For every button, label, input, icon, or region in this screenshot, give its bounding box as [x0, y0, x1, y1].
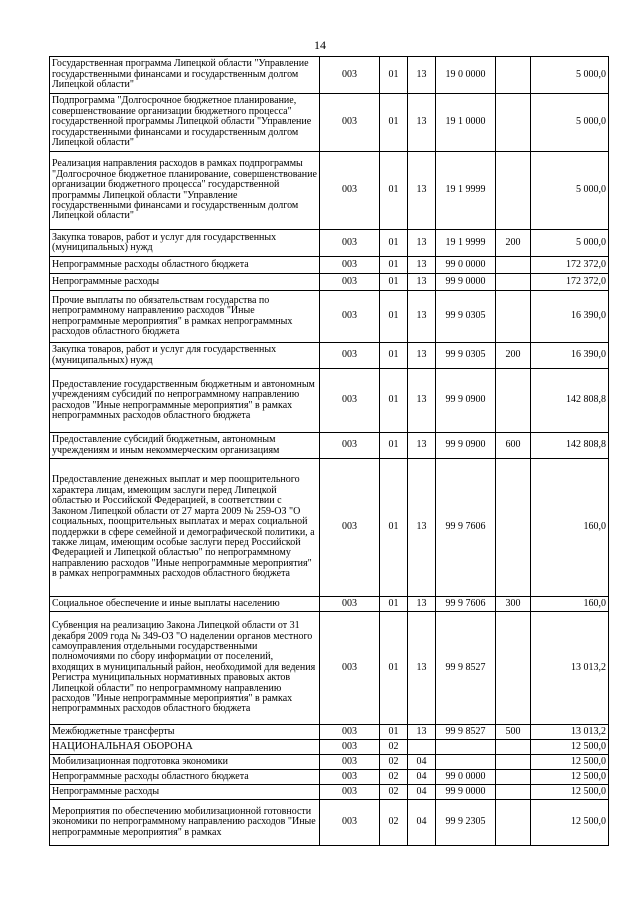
row-sum: 12 500,0 [531, 755, 609, 770]
row-target: 19 1 9999 [436, 152, 496, 230]
row-type [496, 291, 531, 343]
row-section: 01 [380, 612, 408, 725]
row-type [496, 612, 531, 725]
row-sum: 13 013,2 [531, 725, 609, 740]
row-name: Межбюджетные трансферты [50, 725, 320, 740]
row-subsection: 04 [408, 755, 436, 770]
row-sum: 5 000,0 [531, 152, 609, 230]
row-section: 01 [380, 459, 408, 597]
row-target: 99 9 0000 [436, 785, 496, 800]
row-subsection: 04 [408, 785, 436, 800]
row-name: Подпрограмма "Долгосрочное бюджетное планирование, совершенствование организации бюджетного процесса" государственной программы Липецкой области "Управление государственными финансами и государственным долгом Липецкой области" [50, 94, 320, 152]
row-sum: 12 500,0 [531, 800, 609, 846]
table-row [50, 291, 609, 343]
row-subsection: 13 [408, 343, 436, 369]
row-sum: 172 372,0 [531, 257, 609, 274]
row-name: Непрограммные расходы [50, 785, 320, 800]
row-subsection: 13 [408, 57, 436, 94]
row-sum: 142 808,8 [531, 433, 609, 459]
table-row [50, 740, 609, 755]
row-sum: 160,0 [531, 597, 609, 612]
row-ministry: 003 [320, 770, 380, 785]
row-sum: 5 000,0 [531, 230, 609, 257]
row-ministry: 003 [320, 274, 380, 291]
row-subsection: 13 [408, 459, 436, 597]
row-ministry: 003 [320, 459, 380, 597]
row-target: 99 9 0000 [436, 274, 496, 291]
row-section: 01 [380, 725, 408, 740]
table-row [50, 459, 609, 597]
row-target: 19 1 0000 [436, 94, 496, 152]
row-subsection: 13 [408, 257, 436, 274]
row-ministry: 003 [320, 343, 380, 369]
row-subsection: 04 [408, 770, 436, 785]
row-name: Социальное обеспечение и иные выплаты населению [50, 597, 320, 612]
row-ministry: 003 [320, 230, 380, 257]
table-row [50, 597, 609, 612]
table-row [50, 770, 609, 785]
row-type [496, 274, 531, 291]
row-name: Реализация направления расходов в рамках подпрограммы "Долгосрочное бюджетное планирование, совершенствование организации бюджетного процесса" государственной программы Липецкой области "Управление государственными финансами и государственным долгом Липецкой области" [50, 152, 320, 230]
row-type [496, 755, 531, 770]
row-ministry: 003 [320, 257, 380, 274]
row-target [436, 740, 496, 755]
row-type [496, 800, 531, 846]
row-section: 01 [380, 274, 408, 291]
row-name: Мобилизационная подготовка экономики [50, 755, 320, 770]
table-row [50, 343, 609, 369]
row-target: 99 0 0000 [436, 770, 496, 785]
row-subsection: 13 [408, 274, 436, 291]
row-sum: 12 500,0 [531, 785, 609, 800]
row-type: 600 [496, 433, 531, 459]
table-row [50, 57, 609, 94]
row-type: 200 [496, 230, 531, 257]
row-target: 99 9 8527 [436, 725, 496, 740]
row-section: 01 [380, 230, 408, 257]
row-section: 02 [380, 800, 408, 846]
row-section: 02 [380, 740, 408, 755]
row-name: Закупка товаров, работ и услуг для государственных (муниципальных) нужд [50, 230, 320, 257]
row-name: Прочие выплаты по обязательствам государства по непрограммному направлению расходов "Иные непрограммные мероприятия" в рамках непрограммных расходов областного бюджета [50, 291, 320, 343]
row-section: 01 [380, 94, 408, 152]
row-ministry: 003 [320, 740, 380, 755]
budget-table [49, 56, 609, 846]
table-row [50, 612, 609, 725]
table-row [50, 230, 609, 257]
table-row [50, 725, 609, 740]
row-target [436, 755, 496, 770]
row-name: Закупка товаров, работ и услуг для государственных (муниципальных) нужд [50, 343, 320, 369]
row-subsection: 13 [408, 725, 436, 740]
row-subsection: 13 [408, 152, 436, 230]
row-type [496, 257, 531, 274]
row-subsection: 13 [408, 433, 436, 459]
row-target: 99 0 0000 [436, 257, 496, 274]
row-sum: 16 390,0 [531, 291, 609, 343]
row-subsection: 13 [408, 230, 436, 257]
table-row [50, 800, 609, 846]
page-number: 14 [314, 38, 326, 52]
row-ministry: 003 [320, 369, 380, 433]
row-ministry: 003 [320, 291, 380, 343]
row-subsection: 04 [408, 800, 436, 846]
row-name: Государственная программа Липецкой области "Управление государственными финансами и государственным долгом Липецкой области" [50, 57, 320, 94]
row-sum: 5 000,0 [531, 94, 609, 152]
row-subsection: 13 [408, 612, 436, 725]
row-target: 99 9 7606 [436, 597, 496, 612]
row-sum: 172 372,0 [531, 274, 609, 291]
row-type [496, 57, 531, 94]
row-sum: 16 390,0 [531, 343, 609, 369]
row-type [496, 459, 531, 597]
row-section: 01 [380, 57, 408, 94]
row-ministry: 003 [320, 597, 380, 612]
row-subsection: 13 [408, 94, 436, 152]
row-type [496, 152, 531, 230]
row-type [496, 785, 531, 800]
row-section: 02 [380, 770, 408, 785]
row-name: Непрограммные расходы областного бюджета [50, 770, 320, 785]
row-target: 99 9 0305 [436, 343, 496, 369]
row-section: 01 [380, 152, 408, 230]
table-row [50, 785, 609, 800]
row-name: Субвенция на реализацию Закона Липецкой области от 31 декабря 2009 года № 349-ОЗ "О наделении органов местного самоуправления отдельными государственными полномочиями по сбору информации от поселений, входящих в муниципальный район, необходимой для ведения Регистра муниципальных нормативных правовых актов Липецкой области" по непрограммному направлению расходов "Иные непрограммные мероприятия" в рамках непрограммных расходов областного бюджета [50, 612, 320, 725]
row-type [496, 740, 531, 755]
row-sum: 12 500,0 [531, 770, 609, 785]
row-target: 99 9 0900 [436, 433, 496, 459]
row-name: Непрограммные расходы [50, 274, 320, 291]
table-row [50, 257, 609, 274]
table-row [50, 152, 609, 230]
table-row [50, 274, 609, 291]
row-ministry: 003 [320, 785, 380, 800]
row-section: 01 [380, 257, 408, 274]
row-ministry: 003 [320, 152, 380, 230]
row-type [496, 94, 531, 152]
row-type [496, 369, 531, 433]
row-target: 99 9 7606 [436, 459, 496, 597]
row-target: 99 9 8527 [436, 612, 496, 725]
row-type: 200 [496, 343, 531, 369]
row-type: 300 [496, 597, 531, 612]
row-target: 99 9 0900 [436, 369, 496, 433]
table-row [50, 94, 609, 152]
row-target: 19 1 9999 [436, 230, 496, 257]
row-section: 01 [380, 369, 408, 433]
row-target: 99 9 0305 [436, 291, 496, 343]
row-subsection: 13 [408, 369, 436, 433]
row-sum: 142 808,8 [531, 369, 609, 433]
table-row [50, 755, 609, 770]
row-type: 500 [496, 725, 531, 740]
row-section: 01 [380, 597, 408, 612]
row-ministry: 003 [320, 725, 380, 740]
row-subsection: 13 [408, 291, 436, 343]
row-name: Мероприятия по обеспечению мобилизационной готовности экономики по непрограммному направлению расходов "Иные непрограммные мероприятия" в рамках [50, 800, 320, 846]
row-name: Предоставление субсидий бюджетным, автономным учреждениям и иным некоммерческим организациям [50, 433, 320, 459]
row-section: 01 [380, 343, 408, 369]
row-subsection: 13 [408, 597, 436, 612]
row-section: 02 [380, 755, 408, 770]
row-name: НАЦИОНАЛЬНАЯ ОБОРОНА [50, 740, 320, 755]
row-sum: 12 500,0 [531, 740, 609, 755]
row-target: 99 9 2305 [436, 800, 496, 846]
row-sum: 5 000,0 [531, 57, 609, 94]
row-name: Предоставление денежных выплат и мер поощрительного характера лицам, имеющим заслуги перед Липецкой областью и Российской Федерацией, в соответствии с Законом Липецкой области от 27 марта 2009 № 259-ОЗ "О социальных, поощрительных выплатах и мерах социальной поддержки в сфере семейной и демографической политики, а также лицам, имеющим особые заслуги перед Российской Федерацией и Липецкой областью" по непрограммному направлению расходов "Иные непрограммные мероприятия" в рамках непрограммных расходов областного бюджета [50, 459, 320, 597]
row-ministry: 003 [320, 612, 380, 725]
row-ministry: 003 [320, 755, 380, 770]
row-target: 19 0 0000 [436, 57, 496, 94]
row-ministry: 003 [320, 433, 380, 459]
table-row [50, 369, 609, 433]
row-ministry: 003 [320, 57, 380, 94]
row-sum: 13 013,2 [531, 612, 609, 725]
row-section: 01 [380, 433, 408, 459]
row-subsection [408, 740, 436, 755]
row-ministry: 003 [320, 94, 380, 152]
row-name: Непрограммные расходы областного бюджета [50, 257, 320, 274]
row-type [496, 770, 531, 785]
row-sum: 160,0 [531, 459, 609, 597]
row-name: Предоставление государственным бюджетным и автономным учреждениям субсидий по непрограммному направлению расходов "Иные непрограммные мероприятия" в рамках непрограммных расходов областного бюджета [50, 369, 320, 433]
row-ministry: 003 [320, 800, 380, 846]
table-row [50, 433, 609, 459]
row-section: 02 [380, 785, 408, 800]
row-section: 01 [380, 291, 408, 343]
